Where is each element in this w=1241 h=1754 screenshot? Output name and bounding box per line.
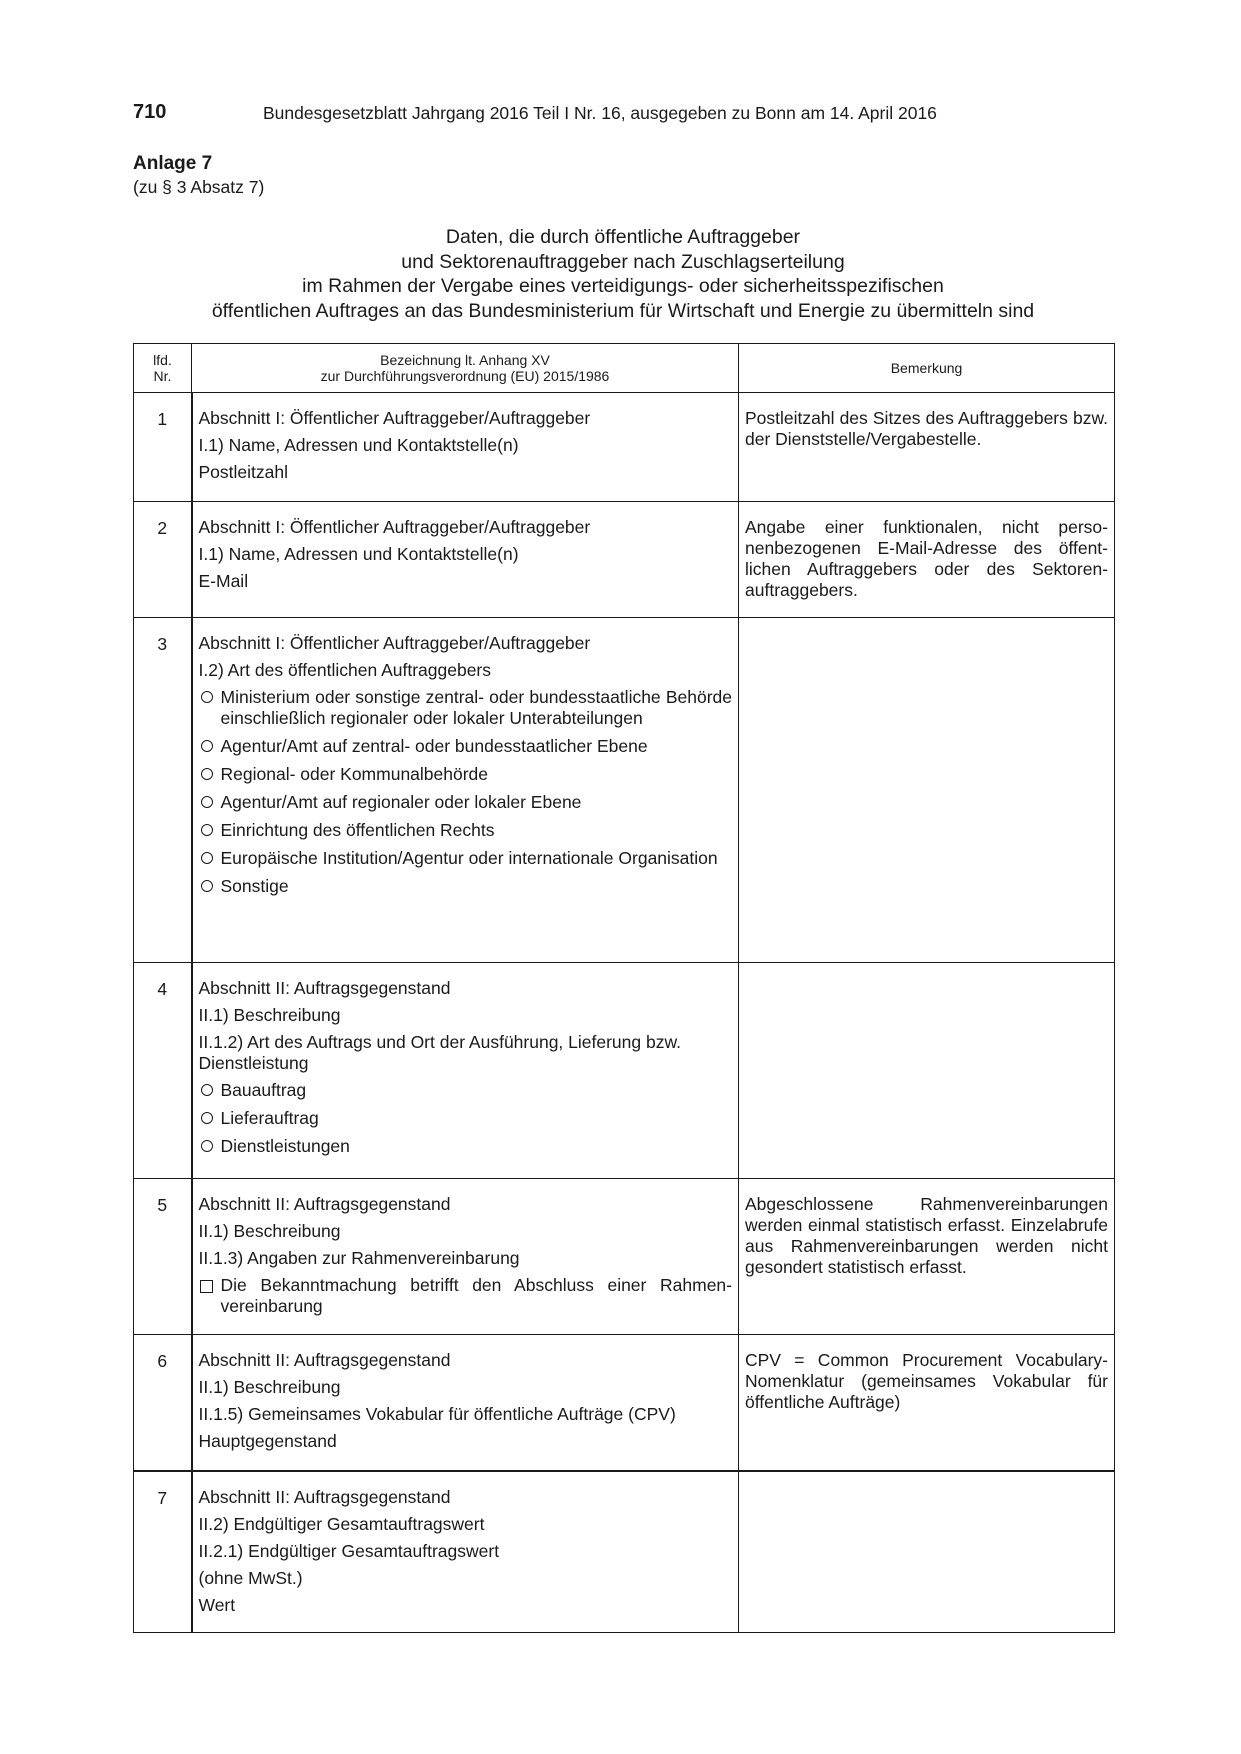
row-bezeichnung <box>192 618 739 963</box>
table-row <box>134 963 1115 1179</box>
radio-option[interactable] <box>199 1080 733 1101</box>
subsection-line: II.2) Endgültiger Gesamtauftragswert <box>198 1513 485 1534</box>
title-line: im Rahmen der Vergabe eines verteidigungs- oder sicherheitsspezifischen <box>302 275 944 297</box>
option-label: Einrichtung des öffentlichen Rechts <box>220 820 495 840</box>
radio-option[interactable] <box>199 820 733 841</box>
running-head: Bundesgesetzblatt Jahrgang 2016 Teil I Nr. 16, ausgegeben zu Bonn am 14. April 2016 <box>263 103 937 123</box>
row-bezeichnung <box>192 1471 739 1633</box>
header-bez-line2: zur Durchführungsverordnung (EU) 2015/1986 <box>320 368 610 384</box>
radio-option[interactable] <box>199 848 733 869</box>
subsection-line: I.2) Art des öffentlichen Auftraggebers <box>198 660 492 680</box>
field-line: Postleitzahl <box>198 462 288 482</box>
radio-option[interactable] <box>199 792 733 813</box>
option-label: Bauauftrag <box>220 1080 307 1100</box>
radio-circle-icon[interactable] <box>201 1084 213 1096</box>
table-row <box>134 1335 1115 1471</box>
option-label: Lieferauftrag <box>220 1108 319 1128</box>
section-line: Abschnitt II: Auftragsgegenstand <box>198 978 451 998</box>
header-nr-line2: Nr. <box>153 368 172 384</box>
row-bezeichnung <box>192 1179 739 1335</box>
radio-option[interactable] <box>199 687 733 729</box>
option-label: Agentur/Amt auf regionaler oder lokaler Ebene <box>220 792 582 812</box>
title-line: Daten, die durch öffentliche Auftraggeber <box>445 226 801 248</box>
subsection-line: I.1) Name, Adressen und Kontaktstelle(n) <box>198 544 519 564</box>
checkbox-option[interactable] <box>199 1275 733 1317</box>
table-row <box>134 393 1115 502</box>
annex-title: Anlage 7 <box>133 153 213 174</box>
row-number: 6 <box>134 1335 192 1471</box>
table-header-row <box>134 344 1115 393</box>
checkbox-square-icon[interactable] <box>200 1280 213 1293</box>
row-bemerkung <box>739 618 1115 963</box>
row-bezeichnung <box>192 502 739 618</box>
row-number: 4 <box>134 963 192 1179</box>
row-bezeichnung <box>192 393 739 502</box>
row-number: 2 <box>134 502 192 618</box>
radio-option[interactable] <box>199 876 733 897</box>
option-label: Agentur/Amt auf zentral- oder bundesstaatlicher Ebene <box>220 736 648 756</box>
row-number: 1 <box>134 393 192 502</box>
table-row <box>134 1471 1115 1633</box>
header-bemerkung <box>739 344 1115 393</box>
row-bezeichnung <box>192 963 739 1179</box>
field-line: II.1.3) Angaben zur Rahmenvereinbarung <box>198 1248 520 1268</box>
option-label: Regional- oder Kommunalbehörde <box>220 764 489 784</box>
section-line: Abschnitt II: Auftragsgegenstand <box>198 1194 451 1214</box>
page-number: 710 <box>133 101 167 123</box>
field-line: II.1.5) Gemeinsames Vokabular für öffentliche Aufträge (CPV) <box>198 1404 676 1424</box>
subsection-line: II.1) Beschreibung <box>198 1377 341 1397</box>
radio-option[interactable] <box>199 764 733 785</box>
row-bemerkung: Abgeschlossene Rahmenvereinbarungen werden einmal statistisch erfasst. Einzelabrufe aus Rahmenvereinbarungen werden nicht gesondert statistisch erfasst. <box>739 1179 1115 1335</box>
field-line: II.1.2) Art des Auftrags und Ort der Ausführung, Lieferung bzw. Dienstleistung <box>198 1032 682 1073</box>
option-label: Dienstleistungen <box>220 1136 350 1156</box>
option-label: Die Bekanntmachung betrifft den Abschluss einer Rahmenvereinbarung <box>220 1275 732 1316</box>
section-line: Abschnitt I: Öffentlicher Auftraggeber/Auftraggeber <box>198 633 591 653</box>
row-bemerkung <box>739 1471 1115 1633</box>
radio-circle-icon[interactable] <box>201 880 213 892</box>
header-nr <box>134 344 192 393</box>
page-header <box>133 101 1113 125</box>
radio-circle-icon[interactable] <box>201 796 213 808</box>
radio-option[interactable] <box>199 736 733 757</box>
option-label: Ministerium oder sonstige zentral- oder bundesstaatliche Behörde einschließlich regionaler oder lokaler Unterabteilungen <box>220 687 732 728</box>
row-bemerkung <box>739 963 1115 1179</box>
subsection-line: II.1) Beschreibung <box>198 1005 341 1025</box>
row-number: 5 <box>134 1179 192 1335</box>
row-number: 7 <box>134 1471 192 1633</box>
header-nr-line1: lfd. <box>153 352 172 368</box>
title-line: öffentlichen Auftrages an das Bundesministerium für Wirtschaft und Energie zu übermitteln sind <box>211 299 1035 322</box>
field-line: II.2.1) Endgültiger Gesamtauftragswert <box>198 1540 500 1561</box>
section-line: Abschnitt I: Öffentlicher Auftraggeber/Auftraggeber <box>198 408 591 428</box>
field-line: (ohne MwSt.) <box>198 1567 303 1588</box>
radio-circle-icon[interactable] <box>201 768 213 780</box>
annex-reference: (zu § 3 Absatz 7) <box>133 177 265 197</box>
radio-circle-icon[interactable] <box>201 852 213 864</box>
row-bezeichnung <box>192 1335 739 1471</box>
section-line: Abschnitt II: Auftragsgegenstand <box>198 1350 451 1370</box>
radio-option[interactable] <box>199 1108 733 1129</box>
header-bez-line1: Bezeichnung lt. Anhang XV <box>380 352 550 368</box>
row-bemerkung: Angabe einer funktionalen, nicht personenbezogenen E-Mail-Adresse des öffentlichen Auftraggebers oder des Sektorenauftraggebers. <box>739 502 1115 618</box>
radio-circle-icon[interactable] <box>201 1112 213 1124</box>
title-line: und Sektorenauftraggeber nach Zuschlagserteilung <box>401 250 845 273</box>
table-row <box>134 618 1115 963</box>
data-table <box>133 343 1115 1633</box>
subsection-line: I.1) Name, Adressen und Kontaktstelle(n) <box>198 435 519 455</box>
option-label: Sonstige <box>220 876 289 896</box>
subsection-line: II.1) Beschreibung <box>198 1221 341 1241</box>
field-line: Hauptgegenstand <box>198 1431 337 1451</box>
radio-circle-icon[interactable] <box>201 691 213 703</box>
row-number: 3 <box>134 618 192 963</box>
header-bezeichnung <box>192 344 739 393</box>
section-line: Abschnitt I: Öffentlicher Auftraggeber/Auftraggeber <box>198 517 591 537</box>
section-line: Abschnitt II: Auftragsgegenstand <box>198 1486 451 1507</box>
field-line: Wert <box>198 1594 236 1615</box>
field-line: E-Mail <box>198 571 249 591</box>
table-row <box>134 502 1115 618</box>
header-bem-text: Bemerkung <box>890 360 963 376</box>
document-title <box>133 225 1113 323</box>
table-row <box>134 1179 1115 1335</box>
option-label: Europäische Institution/Agentur oder internationale Organisation <box>220 848 718 868</box>
row-bemerkung: Postleitzahl des Sitzes des Auftraggebers bzw. der Dienststelle/Vergabestelle. <box>739 393 1115 502</box>
radio-option[interactable] <box>199 1136 733 1157</box>
radio-circle-icon[interactable] <box>201 740 213 752</box>
row-bemerkung: CPV = Common Procurement Vocabulary-Nomenklatur (gemeinsames Vokabular für öffentliche Aufträge) <box>739 1335 1115 1471</box>
radio-circle-icon[interactable] <box>201 824 213 836</box>
radio-circle-icon[interactable] <box>201 1140 213 1152</box>
